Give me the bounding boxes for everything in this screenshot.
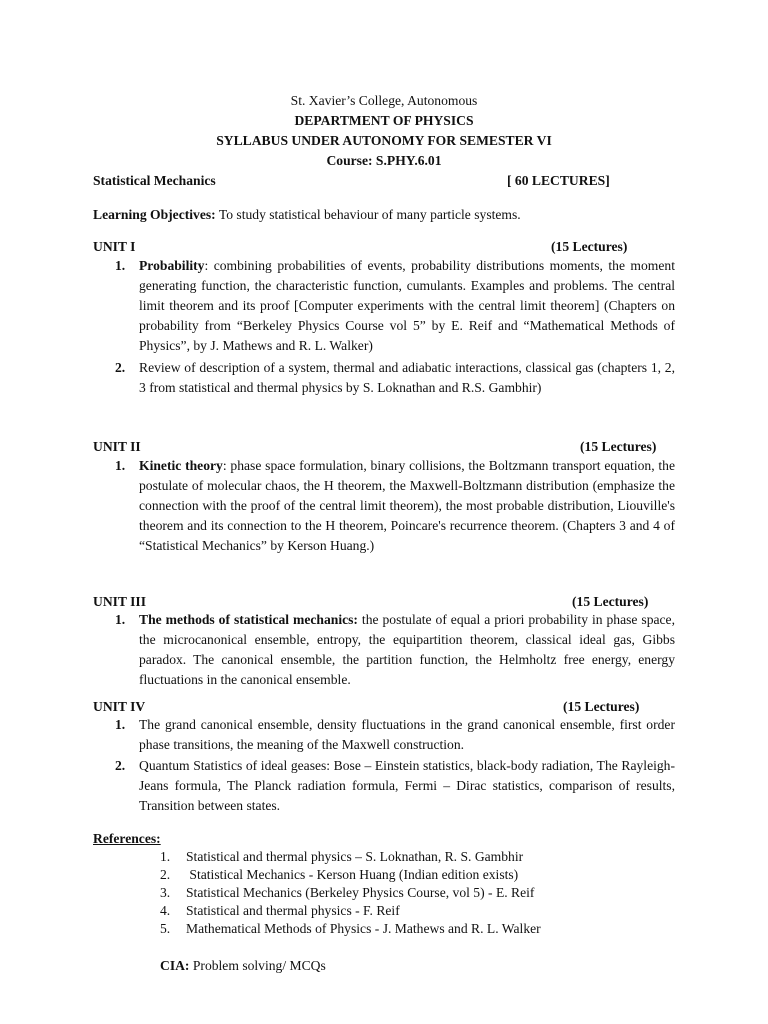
item-text: the postulate of equal a priori probability in phase space, the microcanonical ensemble, entropy, the equipartition theorem, classical ideal gas, Gibbs paradox. The canonical ensemble, the partition function, the Helmholtz free energy, energy fluctuations in the canonical ensemble. xyxy=(139,612,675,687)
unit-title: UNIT IV xyxy=(93,699,146,714)
document-header xyxy=(0,91,768,171)
unit-lectures: (15 Lectures) xyxy=(563,699,640,714)
unit-title: UNIT II xyxy=(93,439,141,454)
unit-item xyxy=(115,456,675,556)
learning-objectives-text: To study statistical behaviour of many particle systems. xyxy=(215,207,521,222)
item-text: The grand canonical ensemble, density fluctuations in the grand canonical ensemble, first order phase transitions, the meaning of the Maxwell construction. xyxy=(139,717,675,752)
reference-number: 3. xyxy=(160,885,171,900)
cia-note xyxy=(160,956,326,976)
item-number: 2. xyxy=(115,758,126,773)
unit-title: UNIT III xyxy=(93,594,147,609)
department-name: DEPARTMENT OF PHYSICS xyxy=(294,113,474,128)
reference-number: 5. xyxy=(160,921,171,936)
reference-item xyxy=(160,847,680,867)
course-title: Statistical Mechanics xyxy=(93,173,216,188)
course-title-row xyxy=(93,171,675,191)
reference-text: Mathematical Methods of Physics - J. Mathews and R. L. Walker xyxy=(186,921,541,936)
college-name: St. Xavier’s College, Autonomous xyxy=(290,93,478,108)
reference-item xyxy=(160,865,680,885)
reference-number: 1. xyxy=(160,849,171,864)
unit-lectures: (15 Lectures) xyxy=(580,439,657,454)
unit-lectures: (15 Lectures) xyxy=(551,239,628,254)
item-topic: Probability xyxy=(139,258,205,273)
reference-text: Statistical Mechanics (Berkeley Physics Course, vol 5) - E. Reif xyxy=(186,885,535,900)
item-text: Quantum Statistics of ideal geases: Bose – Einstein statistics, black-body radiation, The Rayleigh-Jeans formula, The Planck radiation formula, Fermi – Dirac statistics, comparison of results, Transition between states. xyxy=(139,758,675,813)
cia-label: CIA: xyxy=(160,958,190,973)
reference-number: 4. xyxy=(160,903,171,918)
unit-title: UNIT I xyxy=(93,239,136,254)
reference-number: 2. xyxy=(160,867,171,882)
unit-item xyxy=(115,256,675,356)
reference-item xyxy=(160,883,680,903)
course-code: Course: S.PHY.6.01 xyxy=(326,153,442,168)
item-number: 1. xyxy=(115,458,126,473)
reference-item xyxy=(160,901,680,921)
item-text: Review of description of a system, thermal and adiabatic interactions, classical gas (chapters 1, 2, 3 from statistical and thermal physics by S. Loknathan and R.S. Gambhir) xyxy=(139,360,675,395)
item-number: 1. xyxy=(115,612,126,627)
item-text: : combining probabilities of events, probability distributions moments, the moment generating function, the characteristic function, cumulants. Examples and problems. The central limit theorem and its proof [Computer experiments with the central limit theorem] (Chapters on probability from “Berkeley Physics Course vol 5” by E. Reif and “Mathematical Methods of Physics”, by J. Mathews and R. L. Walker) xyxy=(139,258,675,353)
unit-lectures: (15 Lectures) xyxy=(572,594,649,609)
unit-item xyxy=(115,358,675,398)
course-lectures: [ 60 LECTURES] xyxy=(507,173,610,188)
cia-text: Problem solving/ MCQs xyxy=(189,958,326,973)
reference-item xyxy=(160,919,680,939)
unit-item xyxy=(115,756,675,816)
references-heading: References: xyxy=(93,831,161,846)
item-topic: Kinetic theory xyxy=(139,458,223,473)
item-number: 2. xyxy=(115,360,126,375)
reference-text: Statistical Mechanics - Kerson Huang (Indian edition exists) xyxy=(186,867,519,882)
unit-item xyxy=(115,715,675,755)
item-number: 1. xyxy=(115,717,126,732)
item-topic: The methods of statistical mechanics: xyxy=(139,612,358,627)
item-number: 1. xyxy=(115,258,126,273)
unit-item xyxy=(115,610,675,690)
syllabus-title: SYLLABUS UNDER AUTONOMY FOR SEMESTER VI xyxy=(216,133,552,148)
learning-objectives-label: Learning Objectives: xyxy=(93,207,216,222)
item-text: : phase space formulation, binary collisions, the Boltzmann transport equation, the postulate of molecular chaos, the H theorem, the Maxwell-Boltzmann distribution (emphasize the connection with the proof of the central limit theorem), the most probable distribution, Liouville's theorem and its connection to the H theorem, Poincare's recurrence theorem. (Chapters 3 and 4 of “Statistical Mechanics” by Kerson Huang.) xyxy=(139,458,676,553)
reference-text: Statistical and thermal physics – S. Loknathan, R. S. Gambhir xyxy=(186,849,524,864)
learning-objectives xyxy=(93,205,693,225)
reference-text: Statistical and thermal physics - F. Reif xyxy=(186,903,400,918)
